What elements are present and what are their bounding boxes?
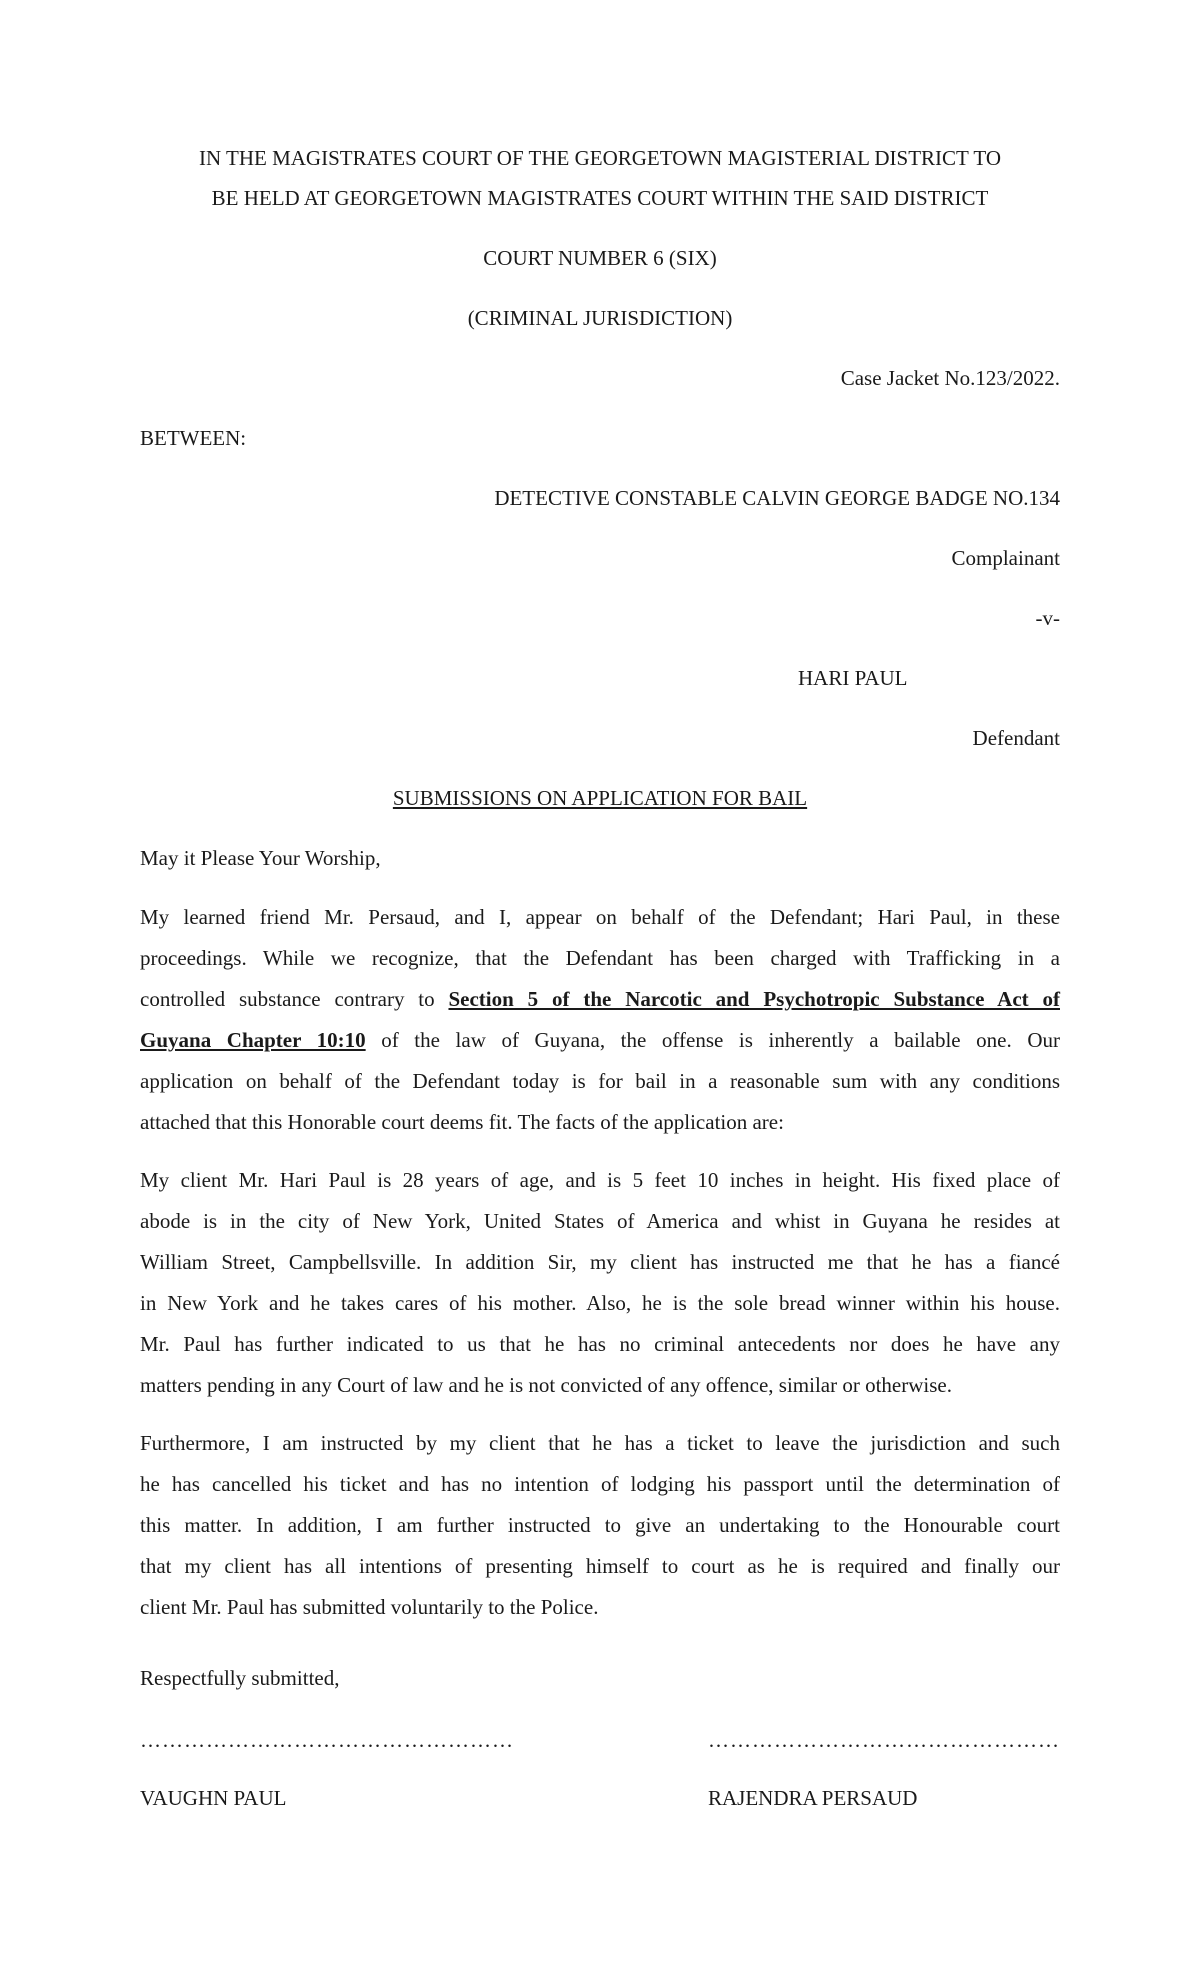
paragraph-line [140, 1020, 1060, 1061]
complainant-name: DETECTIVE CONSTABLE CALVIN GEORGE BADGE NO.134 [494, 486, 1060, 510]
paragraph-line: My learned friend Mr. Persaud, and I, appear on behalf of the Defendant; Hari Paul, in these [140, 905, 1060, 929]
statute-reference: Guyana Chapter 10:10 [140, 1028, 366, 1052]
salutation: May it Please Your Worship, [140, 846, 381, 870]
defendant-name: HARI PAUL [798, 666, 908, 690]
paragraph-appearance [140, 897, 1060, 1143]
versus-marker: -v- [1035, 606, 1060, 630]
closing-line: Respectfully submitted, [140, 1666, 340, 1690]
jurisdiction: (CRIMINAL JURISDICTION) [467, 306, 733, 330]
paragraph-line: client Mr. Paul has submitted voluntarily to the Police. [140, 1595, 599, 1619]
paragraph-line: that my client has all intentions of presenting himself to court as he is required and finally our [140, 1554, 1060, 1578]
statute-reference: Section 5 of the Narcotic and Psychotropic Substance Act of [448, 987, 1060, 1011]
signatory-right-name: RAJENDRA PERSAUD [708, 1786, 918, 1810]
paragraph-undertaking [140, 1423, 1060, 1628]
paragraph-line: proceedings. While we recognize, that the Defendant has been charged with Trafficking in a [140, 946, 1060, 970]
paragraph-line: in New York and he takes cares of his mother. Also, he is the sole bread winner within his house. [140, 1291, 1060, 1315]
complainant-role: Complainant [951, 546, 1060, 570]
court-header-line-2: BE HELD AT GEORGETOWN MAGISTRATES COURT WITHIN THE SAID DISTRICT [211, 186, 989, 210]
between-label: BETWEEN: [140, 426, 247, 450]
court-number: COURT NUMBER 6 (SIX) [483, 246, 717, 270]
document-title: SUBMISSIONS ON APPLICATION FOR BAIL [392, 786, 808, 810]
signatory-left-name: VAUGHN PAUL [140, 1786, 287, 1810]
paragraph-line: My client Mr. Hari Paul is 28 years of age, and is 5 feet 10 inches in height. His fixed place of [140, 1168, 1060, 1192]
paragraph-line: matters pending in any Court of law and he is not convicted of any offence, similar or otherwise. [140, 1373, 952, 1397]
paragraph-line: he has cancelled his ticket and has no intention of lodging his passport until the determination of [140, 1472, 1060, 1496]
defendant-role: Defendant [972, 726, 1060, 750]
paragraph-line: Furthermore, I am instructed by my client that he has a ticket to leave the jurisdiction and such [140, 1431, 1060, 1455]
signature-line-right: ………………………………………… [708, 1728, 1060, 1752]
paragraph-client-facts [140, 1160, 1060, 1406]
court-header-line-1: IN THE MAGISTRATES COURT OF THE GEORGETOWN MAGISTERIAL DISTRICT TO [198, 146, 1001, 170]
paragraph-line: abode is in the city of New York, United States of America and whist in Guyana he resides at [140, 1209, 1060, 1233]
paragraph-line: William Street, Campbellsville. In addition Sir, my client has instructed me that he has a fiancé [140, 1250, 1060, 1274]
paragraph-line: Mr. Paul has further indicated to us that he has no criminal antecedents nor does he have any [140, 1332, 1060, 1356]
paragraph-line: application on behalf of the Defendant today is for bail in a reasonable sum with any conditions [140, 1069, 1060, 1093]
paragraph-line [140, 979, 1060, 1020]
case-jacket-number: Case Jacket No.123/2022. [840, 366, 1060, 390]
paragraph-text: controlled substance contrary to [140, 987, 449, 1011]
paragraph-line: this matter. In addition, I am further instructed to give an undertaking to the Honourable court [140, 1513, 1060, 1537]
paragraph-line: attached that this Honorable court deems fit. The facts of the application are: [140, 1110, 784, 1134]
paragraph-text: of the law of Guyana, the offense is inherently a bailable one. Our [365, 1028, 1060, 1052]
signature-line-left: …………………………………………… [140, 1728, 514, 1752]
